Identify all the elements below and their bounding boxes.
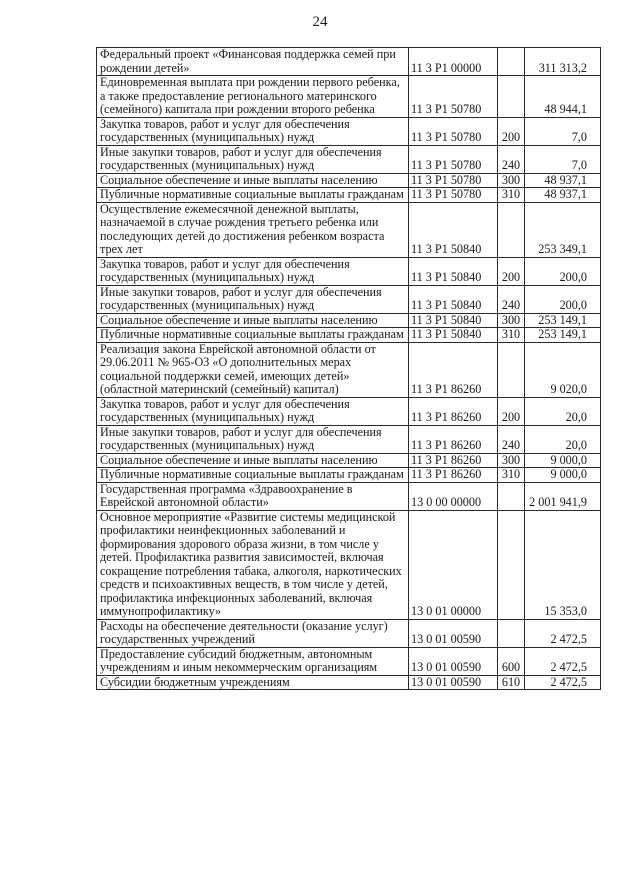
row-name: Социальное обеспечение и иные выплаты населению bbox=[97, 173, 409, 188]
row-name: Закупка товаров, работ и услуг для обеспечения государственных (муниципальных) нужд bbox=[97, 257, 409, 285]
row-name: Федеральный проект «Финансовая поддержка семей при рождении детей» bbox=[97, 48, 409, 76]
row-name: Единовременная выплата при рождении первого ребенка, а также предоставление регионального материнского (семейного) капитала при рождении второго ребенка bbox=[97, 76, 409, 118]
row-amount: 7,0 bbox=[525, 145, 601, 173]
row-expense-type bbox=[498, 510, 525, 619]
row-code: 11 3 Р1 86260 bbox=[409, 468, 498, 483]
row-name: Закупка товаров, работ и услуг для обеспечения государственных (муниципальных) нужд bbox=[97, 117, 409, 145]
row-expense-type: 240 bbox=[498, 425, 525, 453]
row-code: 11 3 Р1 86260 bbox=[409, 425, 498, 453]
row-amount: 7,0 bbox=[525, 117, 601, 145]
row-name: Иные закупки товаров, работ и услуг для обеспечения государственных (муниципальных) нужд bbox=[97, 425, 409, 453]
row-code: 13 0 00 00000 bbox=[409, 482, 498, 510]
row-expense-type bbox=[498, 619, 525, 647]
row-name: Предоставление субсидий бюджетным, автономным учреждениям и иным некоммерческим организациям bbox=[97, 647, 409, 675]
row-amount: 253 349,1 bbox=[525, 202, 601, 257]
row-amount: 2 472,5 bbox=[525, 675, 601, 690]
table-row bbox=[97, 425, 601, 453]
row-expense-type: 310 bbox=[498, 188, 525, 203]
row-amount: 20,0 bbox=[525, 425, 601, 453]
page-number: 24 bbox=[312, 14, 328, 30]
row-expense-type bbox=[498, 48, 525, 76]
table-row bbox=[97, 619, 601, 647]
table-row bbox=[97, 202, 601, 257]
table-row bbox=[97, 342, 601, 397]
row-code: 11 3 Р1 86260 bbox=[409, 342, 498, 397]
row-expense-type bbox=[498, 342, 525, 397]
row-code: 13 0 01 00590 bbox=[409, 647, 498, 675]
table-row bbox=[97, 173, 601, 188]
row-name: Расходы на обеспечение деятельности (оказание услуг) государственных учреждений bbox=[97, 619, 409, 647]
row-code: 11 3 Р1 50840 bbox=[409, 328, 498, 343]
row-amount: 9 000,0 bbox=[525, 453, 601, 468]
row-code: 13 0 01 00590 bbox=[409, 619, 498, 647]
row-code: 13 0 01 00590 bbox=[409, 675, 498, 690]
table-row bbox=[97, 510, 601, 619]
table-row bbox=[97, 313, 601, 328]
row-expense-type: 240 bbox=[498, 145, 525, 173]
row-amount: 48 937,1 bbox=[525, 188, 601, 203]
row-amount: 2 472,5 bbox=[525, 619, 601, 647]
row-amount: 20,0 bbox=[525, 397, 601, 425]
row-code: 11 3 Р1 86260 bbox=[409, 397, 498, 425]
row-expense-type: 300 bbox=[498, 173, 525, 188]
row-amount: 2 001 941,9 bbox=[525, 482, 601, 510]
row-amount: 200,0 bbox=[525, 257, 601, 285]
row-expense-type bbox=[498, 482, 525, 510]
row-name: Реализация закона Еврейской автономной области от 29.06.2011 № 965-ОЗ «О дополнительных мерах социальной поддержки семей, имеющих детей» (областной материнский (семейный) капитал) bbox=[97, 342, 409, 397]
row-expense-type: 300 bbox=[498, 453, 525, 468]
row-expense-type: 300 bbox=[498, 313, 525, 328]
row-amount: 253 149,1 bbox=[525, 313, 601, 328]
row-name: Публичные нормативные социальные выплаты гражданам bbox=[97, 328, 409, 343]
row-name: Публичные нормативные социальные выплаты гражданам bbox=[97, 468, 409, 483]
row-expense-type: 200 bbox=[498, 257, 525, 285]
row-code: 11 3 Р1 50840 bbox=[409, 257, 498, 285]
row-amount: 48 944,1 bbox=[525, 76, 601, 118]
row-expense-type: 310 bbox=[498, 328, 525, 343]
row-amount: 2 472,5 bbox=[525, 647, 601, 675]
row-code: 11 3 Р1 50840 bbox=[409, 285, 498, 313]
row-code: 11 3 Р1 50780 bbox=[409, 145, 498, 173]
row-amount: 48 937,1 bbox=[525, 173, 601, 188]
table-row bbox=[97, 188, 601, 203]
row-name: Основное мероприятие «Развитие системы медицинской профилактики неинфекционных заболеваний и формирования здорового образа жизни, в том числе у детей. Профилактика развития зависимостей, включая сокращение потребления табака, алкоголя, наркотических средств и психоактивных веществ, в том числе у детей, профилактика инфекционных заболеваний, включая иммунопрофилактику» bbox=[97, 510, 409, 619]
row-code: 11 3 Р1 50780 bbox=[409, 173, 498, 188]
row-name: Закупка товаров, работ и услуг для обеспечения государственных (муниципальных) нужд bbox=[97, 397, 409, 425]
row-name: Осуществление ежемесячной денежной выплаты, назначаемой в случае рождения третьего ребенка или последующих детей до достижения ребенком возраста трех лет bbox=[97, 202, 409, 257]
row-expense-type bbox=[498, 202, 525, 257]
budget-table bbox=[96, 47, 601, 690]
row-amount: 9 020,0 bbox=[525, 342, 601, 397]
row-code: 11 3 Р1 50780 bbox=[409, 188, 498, 203]
row-code: 11 3 Р1 86260 bbox=[409, 453, 498, 468]
row-expense-type: 200 bbox=[498, 117, 525, 145]
table-row bbox=[97, 328, 601, 343]
row-expense-type: 240 bbox=[498, 285, 525, 313]
row-name: Социальное обеспечение и иные выплаты населению bbox=[97, 453, 409, 468]
table-row bbox=[97, 468, 601, 483]
table-row bbox=[97, 647, 601, 675]
table-row bbox=[97, 285, 601, 313]
table-row bbox=[97, 48, 601, 76]
row-code: 11 3 Р1 50780 bbox=[409, 117, 498, 145]
row-name: Иные закупки товаров, работ и услуг для обеспечения государственных (муниципальных) нужд bbox=[97, 145, 409, 173]
row-name: Государственная программа «Здравоохранение в Еврейской автономной области» bbox=[97, 482, 409, 510]
row-code: 11 3 Р1 50840 bbox=[409, 313, 498, 328]
row-name: Публичные нормативные социальные выплаты гражданам bbox=[97, 188, 409, 203]
table-row bbox=[97, 117, 601, 145]
row-expense-type: 310 bbox=[498, 468, 525, 483]
row-expense-type: 600 bbox=[498, 647, 525, 675]
row-code: 13 0 01 00000 bbox=[409, 510, 498, 619]
row-name: Социальное обеспечение и иные выплаты населению bbox=[97, 313, 409, 328]
table-row bbox=[97, 482, 601, 510]
row-expense-type: 200 bbox=[498, 397, 525, 425]
table-row bbox=[97, 76, 601, 118]
row-name: Иные закупки товаров, работ и услуг для обеспечения государственных (муниципальных) нужд bbox=[97, 285, 409, 313]
row-amount: 200,0 bbox=[525, 285, 601, 313]
budget-table-body bbox=[97, 48, 601, 690]
row-code: 11 3 Р1 50840 bbox=[409, 202, 498, 257]
row-expense-type bbox=[498, 76, 525, 118]
row-expense-type: 610 bbox=[498, 675, 525, 690]
row-amount: 311 313,2 bbox=[525, 48, 601, 76]
table-row bbox=[97, 145, 601, 173]
row-amount: 253 149,1 bbox=[525, 328, 601, 343]
row-code: 11 3 Р1 50780 bbox=[409, 76, 498, 118]
row-name: Субсидии бюджетным учреждениям bbox=[97, 675, 409, 690]
table-row bbox=[97, 397, 601, 425]
table-row bbox=[97, 675, 601, 690]
table-row bbox=[97, 453, 601, 468]
row-amount: 9 000,0 bbox=[525, 468, 601, 483]
row-code: 11 3 Р1 00000 bbox=[409, 48, 498, 76]
table-row bbox=[97, 257, 601, 285]
row-amount: 15 353,0 bbox=[525, 510, 601, 619]
